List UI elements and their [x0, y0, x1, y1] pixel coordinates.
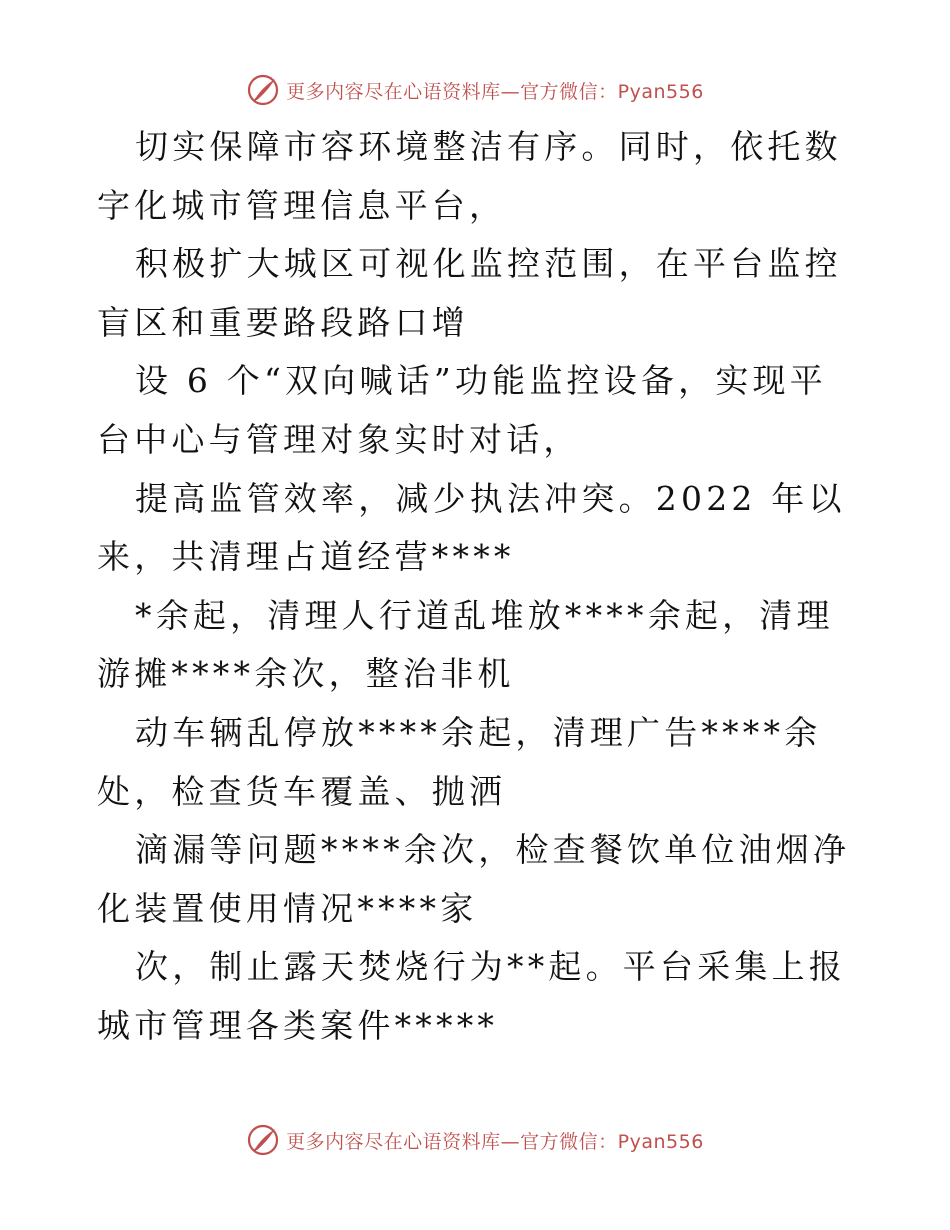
paragraph: 动车辆乱停放****余起，清理广告****余处，检查货车覆盖、抛洒 [97, 712, 822, 811]
paragraph: 设 6 个“双向喊话”功能监控设备，实现平台中心与管理对象实时对话， [97, 361, 827, 459]
footer-banner [0, 1120, 950, 1160]
paragraph: *余起，清理人行道乱堆放****余起，清理游摊****余次，整治非机 [97, 595, 834, 694]
paragraph: 积极扩大城区可视化监控范围，在平台监控盲区和重要路段路口增 [97, 244, 842, 342]
header-banner-text: 更多内容尽在心语资料库—官方微信：Pyan556 [286, 80, 704, 103]
header-banner [0, 70, 950, 110]
paragraph: 滴漏等问题****余次，检查餐饮单位油烟净化装置使用情况****家 [97, 830, 851, 928]
footer-banner-text: 更多内容尽在心语资料库—官方微信：Pyan556 [286, 1130, 704, 1153]
paragraph: 切实保障市容环境整洁有序。同时，依托数字化城市管理信息平台， [97, 127, 842, 225]
paragraph: 次，制止露天焚烧行为**起。平台采集上报城市管理各类案件***** [97, 947, 846, 1045]
quill-pen-logo-icon [246, 73, 280, 107]
quill-pen-logo-icon [246, 1123, 280, 1157]
paragraph: 提高监管效率，减少执法冲突。2022 年以来，共清理占道经营**** [97, 478, 846, 577]
body-text [97, 118, 857, 1056]
